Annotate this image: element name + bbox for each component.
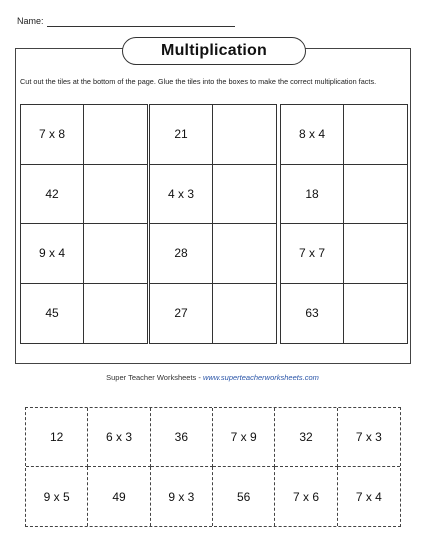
footer-link[interactable]: www.superteacherworksheets.com — [202, 373, 319, 382]
cutout-tile[interactable]: 7 x 3 — [338, 408, 400, 467]
answer-box[interactable] — [213, 284, 276, 344]
answer-box[interactable] — [84, 224, 147, 284]
prompt-cell: 7 x 7 — [281, 224, 344, 284]
answer-grid-1 — [20, 104, 148, 344]
answer-box[interactable] — [344, 224, 407, 284]
answer-box[interactable] — [84, 165, 147, 225]
prompt-cell: 7 x 8 — [21, 105, 84, 165]
answer-box[interactable] — [344, 105, 407, 165]
cutout-tile[interactable]: 7 x 4 — [355, 489, 382, 504]
prompt-cell: 21 — [150, 105, 213, 165]
answer-box[interactable] — [84, 284, 147, 344]
answer-grid-3 — [280, 104, 408, 344]
prompt-cell: 27 — [150, 284, 213, 344]
instructions: Cut out the tiles at the bottom of the page. Glue the tiles into the boxes to make the correct multiplication facts. — [20, 77, 377, 86]
prompt-cell: 45 — [21, 284, 84, 344]
prompt-cell: 28 — [150, 224, 213, 284]
cutout-tile[interactable]: 12 — [26, 408, 88, 467]
cutout-tile[interactable]: 9 x 5 — [26, 467, 88, 526]
name-line[interactable] — [47, 26, 235, 27]
answer-box[interactable] — [344, 165, 407, 225]
prompt-cell: 8 x 4 — [281, 105, 344, 165]
prompt-cell: 42 — [21, 165, 84, 225]
cutout-tile[interactable]: 7 x 9 — [213, 408, 275, 467]
answer-grid-2 — [149, 104, 277, 344]
answer-box[interactable] — [213, 105, 276, 165]
answer-box[interactable] — [213, 224, 276, 284]
prompt-cell: 4 x 3 — [150, 165, 213, 225]
name-label: Name: — [17, 16, 44, 26]
answer-box[interactable] — [344, 284, 407, 344]
cutout-tiles — [25, 407, 401, 527]
prompt-cell: 18 — [281, 165, 344, 225]
cutout-tile[interactable]: 9 x 3 — [151, 467, 213, 526]
footer — [0, 373, 425, 382]
cutout-tile[interactable]: 49 — [88, 467, 150, 526]
cutout-tile[interactable]: 32 — [275, 408, 337, 467]
prompt-cell: 9 x 4 — [21, 224, 84, 284]
footer-text: Super Teacher Worksheets - — [106, 373, 203, 382]
cutout-tile[interactable]: 7 x 6 — [275, 467, 337, 526]
cutout-tile[interactable]: 6 x 3 — [88, 408, 150, 467]
cutout-tile[interactable]: 56 — [213, 467, 275, 526]
worksheet-title: Multiplication — [122, 37, 306, 65]
prompt-cell: 63 — [281, 284, 344, 344]
cutout-tile[interactable]: 36 — [151, 408, 213, 467]
answer-box[interactable] — [213, 165, 276, 225]
answer-box[interactable] — [84, 105, 147, 165]
